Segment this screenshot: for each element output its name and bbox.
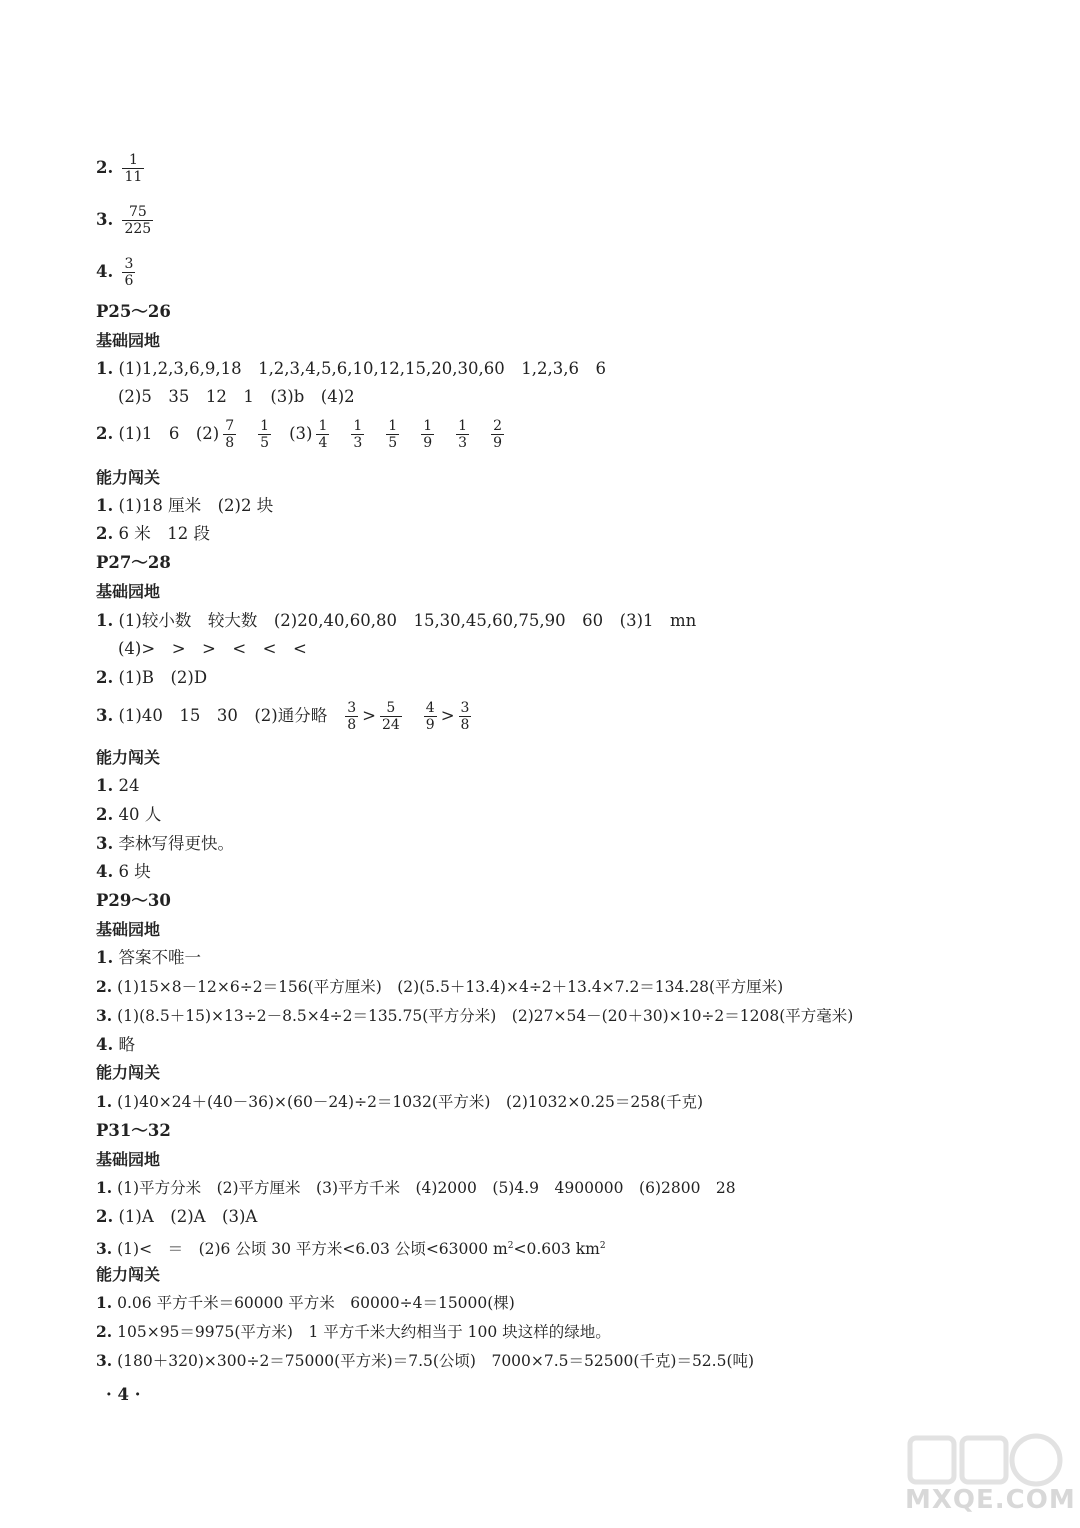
answer-line: 2. (1)A (2)A (3)A (96, 1207, 258, 1226)
answer-line: 2. (1)B (2)D (96, 668, 208, 687)
item-number: 3. (96, 210, 114, 229)
answer-item (96, 152, 148, 185)
answer-line: 1. 24 (96, 776, 140, 795)
answer-line: (4)> > > < < < (118, 639, 307, 658)
section-title: 能力闯关 (96, 468, 161, 487)
answer-line: 3. 李林写得更快。 (96, 834, 234, 853)
answer-line: 4. 6 块 (96, 862, 151, 881)
answer-line: 1. 答案不唯一 (96, 948, 201, 967)
item-number: 2. (96, 158, 114, 177)
section-title: 能力闯关 (96, 748, 161, 767)
section-title: 基础园地 (96, 582, 161, 601)
answer-line: 1. (1)平方分米 (2)平方厘米 (3)平方千米 (4)2000 (5)4.9 4900000 (6)2800 28 (96, 1178, 736, 1197)
answer-line: 2. 40 人 (96, 805, 162, 824)
section-title: 能力闯关 (96, 1265, 161, 1284)
answer-line: 2. (1)15×8－12×6÷2＝156(平方厘米) (2)(5.5＋13.4)×4÷2＋13.4×7.2＝134.28(平方厘米) (96, 977, 784, 996)
section-title: 基础园地 (96, 1150, 161, 1169)
fraction: $\frac{3}{6}$ (124, 256, 134, 289)
answer-line: 3. (1)(8.5＋15)×13÷2－8.5×4÷2＝135.75(平方分米) (2)27×54－(20＋30)×10÷2＝1208(平方毫米) (96, 1006, 854, 1025)
section-title: 能力闯关 (96, 1063, 161, 1082)
answer-line: 1. (1)1,2,3,6,9,18 1,2,3,4,5,6,10,12,15,20,30,60 1,2,3,6 6 (96, 359, 606, 378)
page-range-header: P27～28 (96, 553, 171, 572)
answer-item (96, 204, 157, 237)
answer-line: 3. (1)40 15 30 (2)通分略 $\frac{3}{8}$ > $\frac{5}{24}$ $\frac{4}{9}$ > $\frac{3}{8}$ (96, 700, 470, 733)
section-title: 基础园地 (96, 920, 161, 939)
answer-line: 1. 0.06 平方千米＝60000 平方米 60000÷4＝15000(棵) (96, 1293, 515, 1312)
page-number: · 4 · (106, 1385, 141, 1404)
answer-line: 1. (1)较小数 较大数 (2)20,40,60,80 15,30,45,60,75,90 60 (3)1 mn (96, 611, 697, 630)
answer-line: 2. 105×95＝9975(平方米) 1 平方千米大约相当于 100 块这样的绿地。 (96, 1322, 611, 1341)
answer-line: 1. (1)40×24＋(40－36)×(60－24)÷2＝1032(平方米) (2)1032×0.25＝258(千克) (96, 1092, 704, 1111)
answer-line: 4. 略 (96, 1035, 135, 1054)
section-title: 基础园地 (96, 331, 161, 350)
fraction: $\frac{1}{11}$ (124, 152, 143, 185)
answer-line: (2)5 35 12 1 (3)b (4)2 (118, 387, 355, 406)
answer-line: 2. 6 米 12 段 (96, 524, 210, 543)
item-number: 4. (96, 262, 114, 281)
answer-line: 3. (1)< ＝ (2)6 公顷 30 平方米<6.03 公顷<63000 $m^2<0.603$ $km^2$ (96, 1239, 606, 1259)
page-range-header: P31～32 (96, 1121, 171, 1140)
fraction: $\frac{75}{225}$ (124, 204, 152, 237)
answer-line: 1. (1)18 厘米 (2)2 块 (96, 496, 274, 515)
answer-item (96, 256, 139, 289)
answer-line: 3. (180＋320)×300÷2＝75000(平方米)＝7.5(公顷) 7000×7.5＝52500(千克)＝52.5(吨) (96, 1351, 755, 1370)
page-range-header: P29～30 (96, 891, 171, 910)
page-range-header: P25～26 (96, 302, 171, 321)
answer-line: 2. (1)1 6 (2) $\frac{7}{8}$ $\frac{1}{5}$ (3) $\frac{1}{4}$ $\frac{1}{3}$ $\frac{1}{5}$ $\frac{1}{9}$ $\frac{1}{3}$ $\frac{2}{9}$ (96, 418, 502, 451)
watermark-text: MXQE.COM (905, 1485, 1076, 1515)
